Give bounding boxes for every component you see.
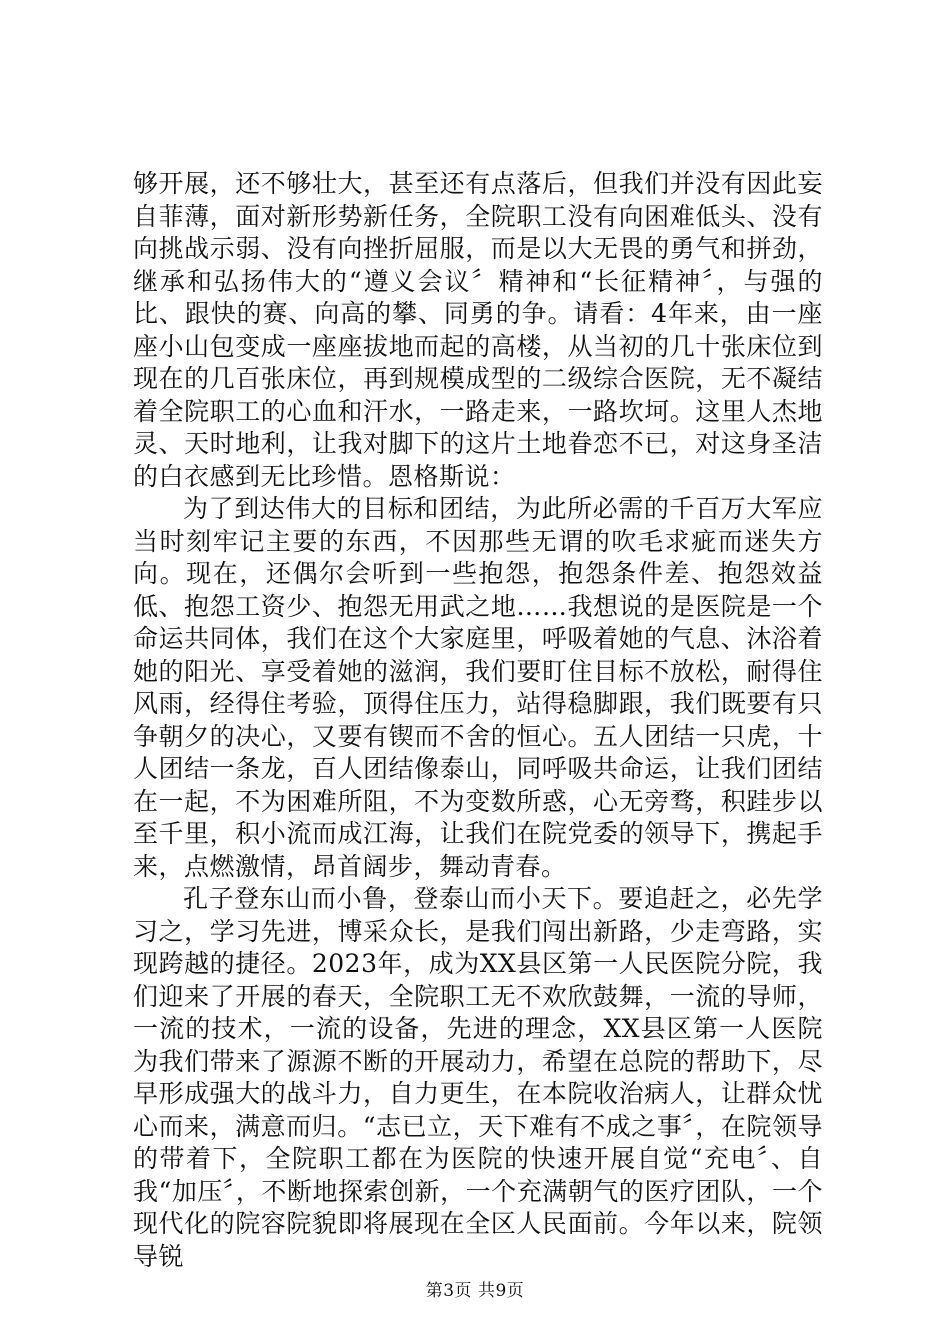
paragraph-2: 为了到达伟大的目标和团结，为此所必需的千百万大军应当时刻牢记主要的东西，不因那些无谓的吹毛求疵而迷失方向。现在，还偶尔会听到一些抱怨，抱怨条件差、抱怨效益低、抱怨工资少、抱怨无用武之地……我想说的是医院是一个命运共同体，我们在这个大家庭里，呼吸着她的气息、沐浴着她的阳光、享受着她的滋润，我们要盯住目标不放松，耐得住风雨，经得住考验，顶得住压力，站得稳脚跟，我们既要有只争朝夕的决心，又要有锲而不舍的恒心。五人团结一只虎，十人团结一条龙，百人团结像泰山，同呼吸共命运，让我们团结在一起，不为困难所阻，不为变数所惑，心无旁骛，积跬步以至千里，积小流而成江海，让我们在院党委的领导下，携起手来，点燃激情，昂首阔步，舞动青春。 [133,494,823,881]
paragraph-3: 孔子登东山而小鲁，登泰山而小天下。要追赶之，必先学习之，学习先进，博采众长，是我们闯出新路，少走弯路，实现跨越的捷径。2023年，成为XX县区第一人民医院分院，我们迎来了开展的春天，全院职工无不欢欣鼓舞，一流的导师，一流的技术，一流的设备，先进的理念，XX县区第一人医院为我们带来了源源不断的开展动力，希望在总院的帮助下，尽早形成强大的战斗力，自力更生，在本院收治病人，让群众忧心而来，满意而归。“志已立，天下难有不成之事〞，在院领导的带着下，全院职工都在为医院的快速开展自觉“充电〞、自我“加压〞，不断地探索创新，一个充满朝气的医疗团队，一个现代化的院容院貌即将展现在全区人民面前。今年以来，院领导锐 [133,884,823,1271]
page-footer [0,1276,950,1301]
paragraph-1: 够开展，还不够壮大，甚至还有点落后，但我们并没有因此妄自菲薄，面对新形势新任务，全院职工没有向困难低头、没有向挑战示弱、没有向挫折屈服，而是以大无畏的勇气和拼劲，继承和弘扬伟大的“遵义会议〞精神和“长征精神〞，与强的比、跟快的赛、向高的攀、同勇的争。请看：4年来，由一座座小山包变成一座座拔地而起的高楼，从当初的几十张床位到现在的几百张床位，再到规模成型的二级综合医院，无不凝结着全院职工的心血和汗水，一路走来，一路坎坷。这里人杰地灵、天时地利，让我对脚下的这片土地眷恋不已，对这身圣洁的白衣感到无比珍惜。恩格斯说： [133,169,823,491]
document-body [133,168,823,1273]
page-number: 第3页 共9页 [425,1281,525,1301]
